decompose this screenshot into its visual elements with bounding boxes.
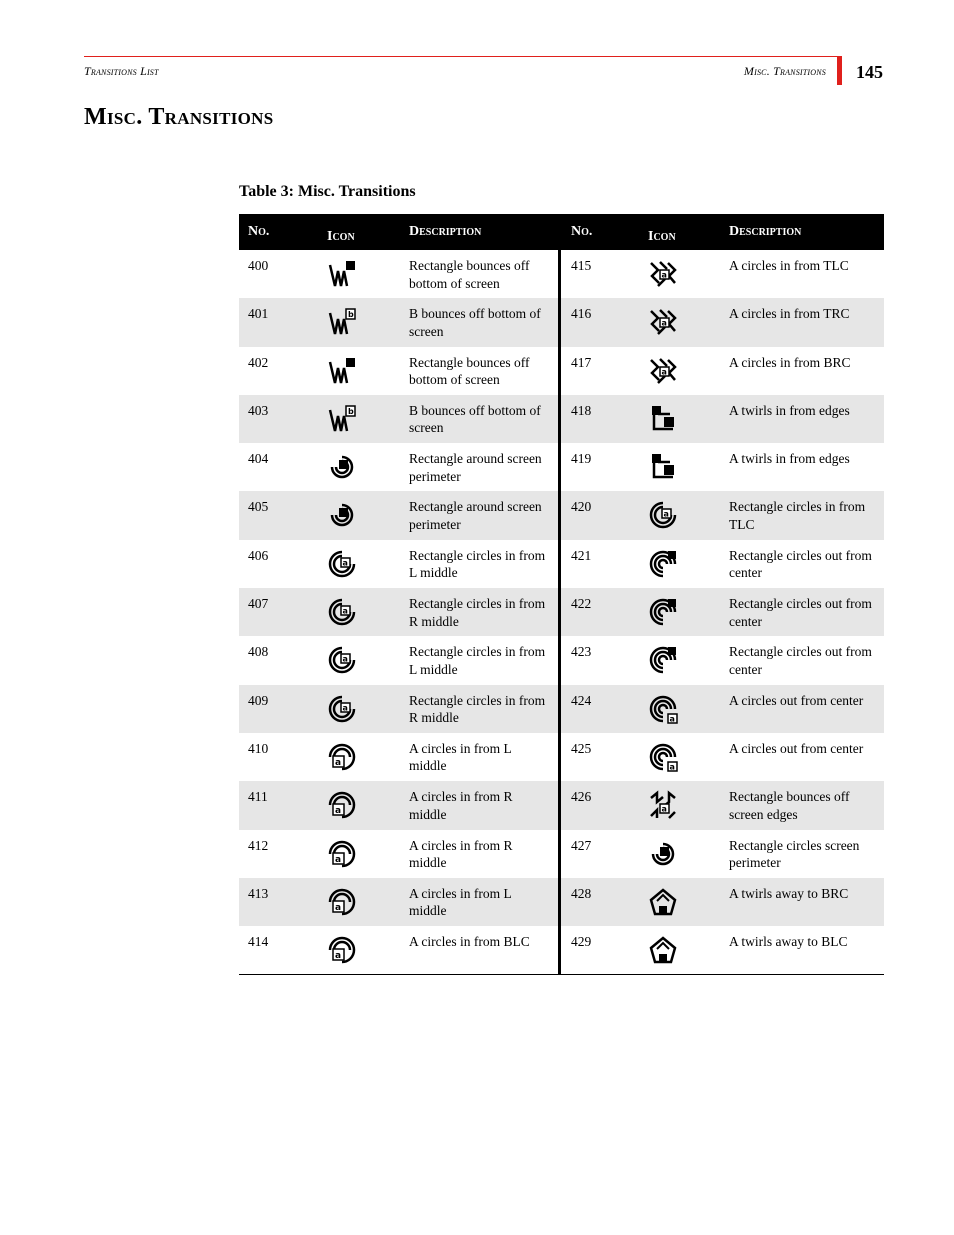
table-row	[239, 781, 884, 829]
transition-icon-cell	[639, 491, 720, 539]
rect-bounce-icon	[327, 259, 357, 289]
table-row	[239, 443, 884, 491]
column-header-description: Description	[409, 224, 482, 239]
a-circle-in-icon	[648, 356, 678, 386]
table-row	[239, 395, 884, 443]
table-row	[239, 878, 884, 926]
svg-text:b: b	[348, 406, 354, 416]
table-row	[239, 491, 884, 539]
transition-number: 429	[558, 926, 639, 974]
rect-bounce-icon	[327, 356, 357, 386]
transition-icon-cell	[319, 250, 400, 298]
transition-description: Rectangle bounces off screen edges	[729, 789, 850, 822]
table-row	[239, 540, 884, 588]
rect-spiral-in-icon	[648, 500, 678, 530]
svg-text:a: a	[661, 367, 667, 377]
transition-number: 418	[558, 395, 639, 443]
transition-description: Rectangle circles screen perimeter	[729, 837, 860, 871]
twirl-away-icon	[648, 887, 678, 917]
transition-number: 414	[248, 934, 269, 950]
svg-text:b: b	[348, 310, 354, 320]
table-header	[239, 214, 884, 250]
transition-icon-cell	[319, 781, 400, 829]
a-circle-in-icon	[648, 259, 678, 289]
transition-icon-cell	[639, 733, 720, 781]
column-header-icon: Icon	[327, 228, 355, 244]
transitions-table	[239, 214, 884, 975]
table-row	[239, 347, 884, 395]
transition-number: 401	[248, 306, 269, 322]
transition-icon-cell	[319, 443, 400, 491]
svg-text:a: a	[342, 606, 348, 616]
transition-icon-cell	[319, 395, 400, 443]
transition-icon-cell	[639, 298, 720, 346]
transition-description: B bounces off bottom of screen	[409, 402, 541, 436]
transition-icon-cell	[639, 878, 720, 926]
transition-icon-cell	[319, 830, 400, 878]
transition-description: A twirls in from edges	[729, 402, 850, 418]
header-rule	[84, 56, 838, 57]
a-circle-in-icon	[648, 307, 678, 337]
a-spiral-in-icon	[327, 742, 357, 772]
table-row	[239, 830, 884, 878]
table-body	[239, 250, 884, 974]
rect-bounce-edges-icon	[648, 790, 678, 820]
table-row	[239, 588, 884, 636]
svg-text:a: a	[342, 558, 348, 568]
transition-description: Rectangle circles in from TLC	[729, 499, 866, 532]
transition-number: 421	[558, 540, 639, 588]
transition-number: 409	[248, 692, 269, 708]
svg-text:a: a	[661, 318, 667, 328]
svg-text:a: a	[342, 703, 348, 713]
transition-description: Rectangle circles out from center	[729, 596, 872, 629]
transition-icon-cell	[639, 443, 720, 491]
column-header-icon: Icon	[648, 228, 676, 244]
transition-number: 407	[248, 596, 269, 612]
transition-icon-cell	[319, 636, 400, 684]
transition-icon-cell	[319, 878, 400, 926]
table-caption: Table 3: Misc. Transitions	[239, 183, 416, 200]
transition-description: A circles in from R middle	[409, 837, 513, 871]
transition-icon-cell	[319, 298, 400, 346]
transition-icon-cell	[639, 781, 720, 829]
rect-spiral-in-icon	[327, 645, 357, 675]
table-row	[239, 926, 884, 974]
svg-text:a: a	[342, 654, 348, 664]
transition-number: 415	[558, 250, 639, 298]
transition-description: Rectangle circles in from L middle	[409, 547, 546, 581]
rect-perimeter-icon	[648, 839, 678, 869]
column-header-no: No.	[248, 224, 270, 239]
transition-icon-cell	[319, 926, 400, 974]
rect-spiral-out-icon	[648, 645, 678, 675]
transition-icon-cell	[639, 588, 720, 636]
transition-number: 416	[558, 298, 639, 346]
transition-description: Rectangle circles out from center	[729, 644, 872, 677]
transition-number: 403	[248, 402, 269, 418]
transition-description: Rectangle circles in from L middle	[409, 644, 546, 677]
table-row	[239, 250, 884, 298]
a-spiral-out-icon	[648, 742, 678, 772]
a-twirl-in-icon	[648, 404, 678, 434]
transition-description: A circles in from BRC	[729, 354, 851, 370]
transition-number: 427	[558, 830, 639, 878]
transition-icon-cell	[639, 685, 720, 733]
running-header-left: Transitions List	[84, 64, 159, 78]
svg-text:a: a	[335, 757, 342, 768]
transition-description: A circles out from center	[729, 692, 864, 708]
a-twirl-in-icon	[648, 452, 678, 482]
a-spiral-in-icon	[327, 839, 357, 869]
transition-icon-cell	[639, 830, 720, 878]
transition-icon-cell	[319, 733, 400, 781]
transition-description: A circles in from L middle	[409, 740, 512, 774]
a-spiral-in-icon	[327, 790, 357, 820]
transition-icon-cell	[639, 636, 720, 684]
transition-icon-cell	[319, 347, 400, 395]
transition-icon-cell	[319, 540, 400, 588]
transition-description: Rectangle circles in from R middle	[409, 692, 546, 726]
column-header-description: Description	[729, 224, 802, 239]
transition-description: A circles in from TLC	[729, 258, 849, 273]
transition-number: 426	[558, 781, 639, 829]
transition-icon-cell	[319, 588, 400, 636]
b-bounce-icon	[327, 404, 357, 434]
transition-number: 412	[248, 837, 269, 853]
rect-perimeter-icon	[327, 452, 357, 482]
transition-number: 423	[558, 636, 639, 684]
transition-description: Rectangle bounces off bottom of screen	[409, 354, 530, 388]
transition-description: A twirls away to BRC	[729, 885, 849, 901]
transition-number: 405	[248, 499, 269, 515]
rect-spiral-in-icon	[327, 597, 357, 627]
transition-number: 424	[558, 685, 639, 733]
svg-text:a: a	[669, 762, 675, 772]
svg-text:a: a	[661, 270, 667, 280]
transition-description: A twirls in from edges	[729, 451, 850, 467]
twirl-away-icon	[648, 935, 678, 965]
transition-description: A circles in from R middle	[409, 789, 513, 822]
transition-number: 425	[558, 733, 639, 781]
column-header-no: No.	[558, 224, 639, 240]
transition-icon-cell	[639, 347, 720, 395]
running-header-right: Misc. Transitions	[743, 64, 826, 78]
transition-number: 400	[248, 258, 269, 273]
page-number: 145	[856, 62, 883, 82]
transition-description: Rectangle bounces off bottom of screen	[409, 258, 530, 291]
transition-number: 422	[558, 588, 639, 636]
rect-spiral-out-icon	[648, 597, 678, 627]
table-row	[239, 298, 884, 346]
rect-spiral-out-icon	[648, 549, 678, 579]
transition-description: A circles in from L middle	[409, 885, 512, 919]
transition-number: 411	[248, 789, 268, 805]
header-accent-bar	[837, 56, 842, 85]
section-title: Misc. Transitions	[84, 104, 274, 130]
svg-text:a: a	[335, 806, 342, 817]
table-row	[239, 733, 884, 781]
transition-number: 428	[558, 878, 639, 926]
transition-icon-cell	[319, 491, 400, 539]
transition-number: 402	[248, 354, 269, 370]
svg-text:a: a	[335, 854, 342, 865]
transition-number: 417	[558, 347, 639, 395]
table-row	[239, 685, 884, 733]
transition-number: 406	[248, 547, 269, 563]
svg-text:a: a	[669, 714, 675, 724]
svg-text:a: a	[661, 804, 667, 814]
transition-number: 404	[248, 451, 269, 467]
a-spiral-in-icon	[327, 935, 357, 965]
table-row	[239, 636, 884, 684]
transition-description: A circles in from TRC	[729, 306, 850, 322]
transition-description: Rectangle around screen perimeter	[409, 499, 542, 532]
svg-text:a: a	[663, 509, 669, 519]
svg-text:a: a	[335, 902, 342, 913]
transition-description: A circles in from BLC	[409, 934, 530, 950]
transition-description: B bounces off bottom of screen	[409, 306, 541, 339]
rect-perimeter-icon	[327, 500, 357, 530]
svg-text:a: a	[335, 951, 342, 962]
rect-spiral-in-icon	[327, 694, 357, 724]
rect-spiral-in-icon	[327, 549, 357, 579]
transition-number: 408	[248, 644, 269, 660]
a-spiral-in-icon	[327, 887, 357, 917]
a-spiral-out-icon	[648, 694, 678, 724]
transition-icon-cell	[639, 926, 720, 974]
b-bounce-icon	[327, 307, 357, 337]
transition-icon-cell	[639, 540, 720, 588]
transition-description: A twirls away to BLC	[729, 934, 848, 950]
transition-description: A circles out from center	[729, 740, 864, 756]
transition-number: 420	[558, 491, 639, 539]
transition-icon-cell	[639, 250, 720, 298]
transition-number: 413	[248, 885, 269, 901]
transition-number: 410	[248, 740, 269, 756]
transition-description: Rectangle circles in from R middle	[409, 596, 546, 629]
transition-number: 419	[558, 443, 639, 491]
transition-icon-cell	[639, 395, 720, 443]
transition-description: Rectangle around screen perimeter	[409, 451, 542, 484]
transition-icon-cell	[319, 685, 400, 733]
transition-description: Rectangle circles out from center	[729, 547, 872, 581]
